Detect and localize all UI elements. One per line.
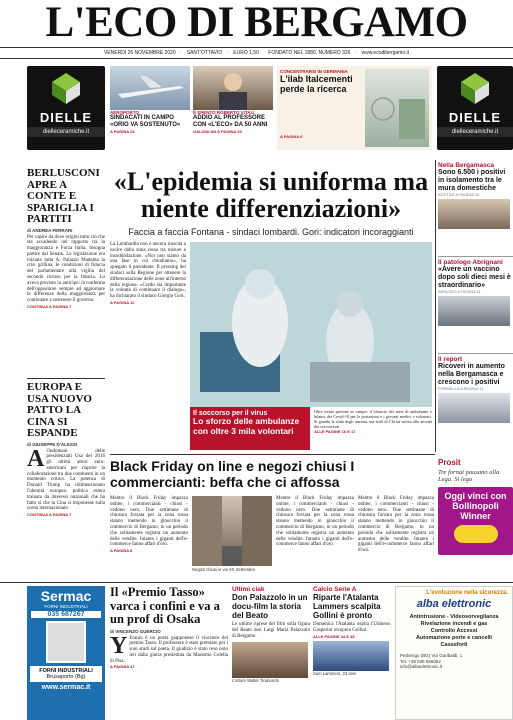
blackfriday-headline-block xyxy=(110,458,435,490)
article-headline[interactable]: Riparte l'Atalanta Lammers scalpita Gollini è pronto xyxy=(313,593,381,620)
center-article xyxy=(110,242,186,450)
ad-line: Controllo Accessi xyxy=(430,628,478,634)
divider xyxy=(0,582,513,583)
right-item[interactable] xyxy=(438,257,513,354)
ultimi-article xyxy=(232,586,310,720)
section-head: Ultimi ciak xyxy=(232,586,265,593)
continue-link[interactable]: CONTINUA A PAGINA 7 xyxy=(27,512,72,518)
photo-caption-block xyxy=(314,409,432,450)
continue-link[interactable]: ALLE PAGINE 44 E 45 xyxy=(313,633,355,639)
teaser-page: A PAGINA 23 xyxy=(110,129,135,134)
photo-caption: L'attore Walter Tiraboschi xyxy=(232,678,280,684)
right-item-photo xyxy=(438,199,510,229)
ad-site[interactable]: dielleceramiche.it xyxy=(437,127,513,137)
ad-line: Automazione porte e cancelli xyxy=(415,635,493,641)
right-item-title: Ricoveri in aumento nella Bergamasca e crescono i positivi xyxy=(438,363,505,386)
portrait-icon xyxy=(193,66,273,110)
divider xyxy=(110,454,435,455)
ad-bollinopoli[interactable] xyxy=(438,487,513,555)
teaser-vitali[interactable] xyxy=(193,66,273,150)
blackfriday-headline[interactable]: Black Friday on line e negozi chiusi I commercianti: beffa che ci affossa xyxy=(110,458,355,490)
right-item-more: SOTTILE A PAGINA 10 xyxy=(438,192,480,198)
article-body: Eranio è un poeta giapponese il vincitore del premio Tasso. Il professore è stato premiato per i suoi studi sul poeta. Il giudizio è stato reso noto ieri dalla giuria presieduta da Massimo Colella di Pisa. xyxy=(110,635,228,664)
article-body: Mentre il Black Friday impazza online, i commercianti - chiusi - vedono nero. Due settimane di chiusura forzata per la zona rossa stanno mettendo in ginocchio il commercio di Bergamo, in un periodo che solitamente registra un aumento delle vendite. Intanto i giganti dell'e-commerce fanno affari d'oro. xyxy=(358,496,434,554)
ad-title: Oggi vinci con Bollinopoli Winner xyxy=(444,491,507,521)
ad-badge-icon xyxy=(454,525,498,543)
teaser-ilab[interactable] xyxy=(277,66,432,150)
blackfriday-caption: Negozi chiusi in via XX Settembre xyxy=(192,567,256,572)
article-body: Per capire da dove origini tutto ciò che sta accadendo nel rapporto tra la maggioranza e Forza Italia, bisogna partire dal Senato. La legislazione era iniziata tutta A. Palazzo Madama la crisi grillina, le condizioni di fiducia del parlamentare alla vigilia del secondo ricorso per la fiducia. Lo aveva previsto in anticipo: la conferma dell'oppositore sempre ad aggiornare le differenze della maggioranza per continuare a sostenere il governo. xyxy=(27,234,105,304)
right-item-head: Il report xyxy=(438,356,463,363)
article-headline[interactable]: Don Palazzolo in un docu-film la storia del Beato xyxy=(232,593,308,620)
ad-brand: Sermac xyxy=(40,588,92,604)
continue-link[interactable]: A PAGINA 8 xyxy=(110,548,133,554)
photo-caption: Oltre trenta persone in campo: il bilancio dei mesi di ambulanze e bilanci dei Covid-19 per le postazioni e i giovani medici e volontari. Si guarda la sfida degli anziani, ma reali di Chi ha un'ora alle attività dei soccorritori. xyxy=(314,409,432,429)
byline: di VINCENZO GUERCIO xyxy=(110,628,161,634)
ad-line: Rivelazione incendi e gas xyxy=(420,621,488,627)
photo-caption: Sam Lammers, 23 anni xyxy=(313,670,357,676)
right-item-head: Il patologo Abrignani xyxy=(438,259,503,266)
teaser-airport[interactable] xyxy=(110,66,190,150)
right-item-title: Sono 6.500 i positivi in isolamento tra le mura domestiche xyxy=(438,169,506,192)
ad-sermac[interactable] xyxy=(27,586,105,720)
site-link[interactable]: www.ecodibergamo.it xyxy=(361,50,410,56)
ad-site: info@albaelettronic.it xyxy=(400,664,443,669)
ad-sub: FORNI INDUSTRIALI xyxy=(44,604,88,609)
ad-line1: FORNI INDUSTRIALI xyxy=(39,668,93,674)
ad-tagline: L'evoluzione nella sicurezza. xyxy=(426,590,508,596)
continue-link[interactable]: A PAGINA 47 xyxy=(110,664,135,670)
article-body: Mentre il Black Friday impazza online, i commercianti - chiusi - vedono nero. Due settimane di chiusura forzata per la zona rossa stanno mettendo in ginocchio il commercio di Bergamo, in un periodo che solitamente registra un aumento delle vendite. Intanto i giganti dell'e-commerce fanno affari d'oro. xyxy=(110,496,188,548)
right-item-more: FORMELLA A PAGINA 11 xyxy=(438,386,484,392)
article-headline[interactable]: BERLUSCONI APRE A CONTE E SPARIGLIA I PARTITI xyxy=(27,167,100,225)
ad-dielle-right[interactable] xyxy=(437,66,513,150)
building-icon xyxy=(365,69,429,147)
continue-link[interactable]: ALLE PAGINE 16 E 17 xyxy=(314,429,356,434)
newspaper-title: L'ECO DI BERGAMO xyxy=(45,0,468,46)
right-item-photo xyxy=(438,393,510,423)
founded: FONDATO NEL 1880. NUMERO 326 xyxy=(268,50,351,56)
main-headline-block xyxy=(110,168,432,237)
blackfriday-text-2 xyxy=(276,496,354,576)
ad-site: www.sermac.it xyxy=(41,684,91,691)
divider xyxy=(27,378,105,379)
blackfriday-photo xyxy=(192,496,272,566)
masthead xyxy=(0,0,513,48)
ad-alba[interactable] xyxy=(395,586,513,720)
oven-icon xyxy=(46,621,86,663)
continue-link[interactable]: A PAGINA 12 xyxy=(110,299,135,305)
ad-brand: alba elettronic xyxy=(416,598,492,610)
article-headline[interactable]: Il «Premio Tasso» varca i confini e va a un prof di Osaka xyxy=(110,585,220,626)
price: EURO 1,50 xyxy=(233,50,259,56)
right-item[interactable] xyxy=(438,354,513,423)
ad-site[interactable]: dielleceramiche.it xyxy=(27,127,105,137)
medical-workers-illustration xyxy=(190,242,432,407)
section-head: Calcio Serie A xyxy=(313,586,357,593)
ad-brand: DIELLE xyxy=(448,110,502,125)
left-article-europa xyxy=(27,382,105,582)
byline: di GIUSEPPE D'ALESSI xyxy=(27,441,78,447)
article-headline[interactable]: EUROPA E USA NUOVO PATTO LA CINA SI ESPANDE xyxy=(27,381,92,439)
dropcap: A xyxy=(27,445,45,472)
prosit-head: Prosit xyxy=(438,458,461,467)
dielle-logo-icon xyxy=(46,70,86,106)
ad-line: Casseforti xyxy=(440,642,468,648)
airplane-icon xyxy=(110,66,190,110)
teaser-label: È SPENTO ROBERTO VITALI xyxy=(193,110,255,115)
article-photo xyxy=(232,642,308,678)
blackfriday-text xyxy=(110,496,188,576)
continue-link[interactable]: CONTINUA A PAGINA 7 xyxy=(27,304,72,310)
photo-label: Il soccorso per il virus xyxy=(193,410,268,417)
premio-article xyxy=(110,586,228,720)
article-body: Domenica l'Atalanta ospita l'Udinese. Gasperini recupera Gollini. xyxy=(313,622,391,633)
dropcap: Y xyxy=(110,632,128,659)
teaser-title: SINDACATI IN CAMPO «ORIO VA SOSTENUTO» xyxy=(110,115,181,128)
article-body: l'indomani delle presidenziali Usa del 2016 gli ultimi attori euro-americani per riaprire la collaborazione tra due continenti in un momento critico. La potenza di Donald Trump ha ridimensionato l'identità europea: politica estera trainata da interessi nazionali che ha fatto sì che la Cina si imponesse sulla scena internazionale. xyxy=(27,448,105,512)
main-photo xyxy=(190,242,432,407)
ad-phone: Tel. +39 035 656052 xyxy=(400,658,441,664)
teaser-title: ADDIO AL PROFESSORE CON «L'ECO» DA 50 ANNI xyxy=(193,115,268,128)
prosit-text: Tre fornai pausano alla Lega. Si lega xyxy=(438,469,500,483)
teaser-page: A PAGINA 6 xyxy=(280,134,303,139)
dateline: VENERDÌ 26 NOVEMBRE 2020 · SANT'OTTAVIO · EURO 1,50 FONDATO NEL 1880. NUMERO 326 · www.ecodibergamo.it xyxy=(0,47,513,59)
ad-brand: DIELLE xyxy=(39,110,93,125)
right-item[interactable] xyxy=(438,162,513,257)
teaser-photo xyxy=(193,66,273,110)
article-photo xyxy=(313,641,389,671)
ad-line: Antintrusione - Videosorveglianza xyxy=(409,614,499,620)
divider xyxy=(435,160,436,452)
ad-line2: Brusaporto (Bg) xyxy=(46,674,86,680)
calcio-article xyxy=(313,586,391,720)
dielle-logo-icon xyxy=(455,70,495,106)
blackfriday-text-3 xyxy=(358,496,434,576)
teaser-photo xyxy=(365,69,429,147)
right-item-head: Nella Bergamasca xyxy=(438,162,495,169)
article-body: La Lombardia non è ancora riuscita a uscire dalla zona rossa tra misure e insoddisfazione. «Noi non siamo da una fase in cui chiudiamo», ha spiegato il presidente. Il pressing dei sindaci sulla Regione per ottenere la differenziazione delle zone all'interno della regione. «Credo sia importante la volontà di continuare il dialogo», ha dichiarato il sindaco Giorgio Gori. xyxy=(110,242,186,300)
teaser-photo xyxy=(110,66,190,110)
photo-redbar[interactable] xyxy=(190,407,310,450)
left-article-berlusconi xyxy=(27,168,105,382)
issue-date: VENERDÌ 26 NOVEMBRE 2020 xyxy=(103,50,176,56)
teaser-page: GALDINI AN A PAGINA 39 xyxy=(193,129,242,134)
right-item-title: «Avere un vaccino dopo soli dieci mesi è straordinario» xyxy=(438,266,511,289)
teaser-title: L'ilab Italcementi perde la ricerca xyxy=(280,74,353,94)
article-body: Mentre il Black Friday impazza online, i commercianti - chiusi - vedono nero. Due settimane di chiusura forzata per la zona rossa stanno mettendo in ginocchio il commercio di Bergamo, in un periodo che solitamente registra un aumento delle vendite. Intanto i giganti dell'e-commerce fanno affari d'oro. xyxy=(276,496,354,548)
prosit-box xyxy=(438,458,513,578)
photo-title: Lo sforzo delle ambulanze con oltre 3 mila volontari xyxy=(193,416,300,436)
right-item-more: SERVIZIO A PAGINA 11 xyxy=(438,289,481,295)
byline: di ANDREA FERRARI xyxy=(27,227,73,233)
teaser-label: AEROPORTO xyxy=(110,110,139,115)
right-item-photo xyxy=(438,296,510,326)
ad-address: Pedrengo (BG) Via Garibaldi, 1 xyxy=(400,653,463,658)
street-illustration xyxy=(192,496,272,566)
ad-dielle-left[interactable] xyxy=(27,66,105,150)
article-body: Le ultime riprese del film sulla figura del Beato don Luigi Maria Palazzolo di Bergamo. xyxy=(232,622,310,639)
saint-day: SANT'OTTAVIO xyxy=(186,50,223,56)
ad-phone: 035 687267 xyxy=(31,611,101,618)
teaser-label: CONCENTRARSI IN GERMANIA xyxy=(280,69,348,74)
main-subheadline: Faccia a faccia Fontana - sindaci lombardi. Gori: indicatori incoraggianti xyxy=(128,227,414,237)
right-column xyxy=(438,162,513,452)
main-headline[interactable]: «L'epidemia si uniforma ma niente differenziazioni» xyxy=(113,167,429,223)
